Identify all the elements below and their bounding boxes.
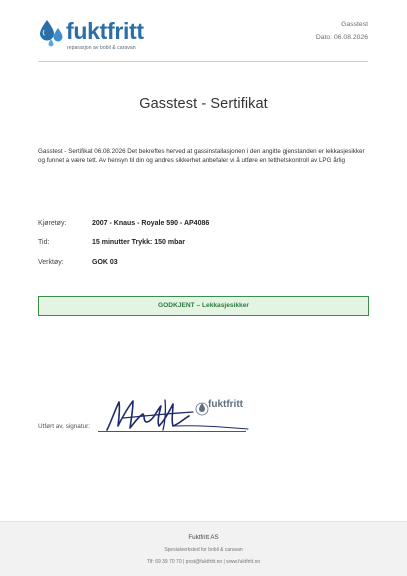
field-label: Kjøretøy:	[38, 220, 67, 227]
footer-contact: Tlf: 69 39 70 70 | post@fuktfritt.no | www.fuktfritt.no	[146, 559, 261, 565]
field-label: Verktøy:	[38, 259, 64, 266]
signature-line	[98, 431, 246, 432]
field-label: Tid:	[38, 239, 50, 246]
field-value: 2007 - Knaus - Royale 590 - AP4086	[92, 220, 210, 227]
company-stamp	[195, 397, 255, 423]
page-title: Gasstest - Sertifikat	[139, 96, 268, 112]
company-logo	[38, 18, 168, 56]
water-drops-icon	[38, 18, 66, 48]
doc-type-label: Gasstest	[341, 21, 368, 28]
logo-tagline: reparasjon av bobil & caravan	[67, 45, 136, 51]
logo-brand-text: fuktfritt	[66, 18, 144, 44]
header-meta	[316, 19, 368, 44]
page-footer	[0, 521, 407, 576]
stamp-drop-icon	[195, 397, 209, 419]
approval-status-badge: GODKJENT – Lekkasjesikker	[38, 296, 369, 316]
stamp-brand-text: fuktfritt	[208, 399, 243, 410]
footer-subline: Spesialverksted for bobil & caravan	[164, 547, 243, 553]
footer-company: Fuktfritt AS	[188, 534, 219, 541]
date-label: Dato: 06.08.2026	[315, 33, 368, 41]
field-value: GOK 03	[92, 259, 118, 266]
intro-paragraph: Gasstest - Sertifikat 06.08.2026 Det bekreftes herved at gassinstallasjonen i den angitte gjenstanden er lekkasjesikker og funnet a være tett. Av hensyn til din og andres sikkerhet anbefaler vi å utføre en tetthetskontroll av LPG årlig	[38, 148, 365, 164]
signature-label: Utført av, signatur:	[38, 423, 91, 430]
field-value: 15 minutter Trykk: 150 mbar	[92, 239, 185, 246]
header-divider	[38, 61, 368, 62]
